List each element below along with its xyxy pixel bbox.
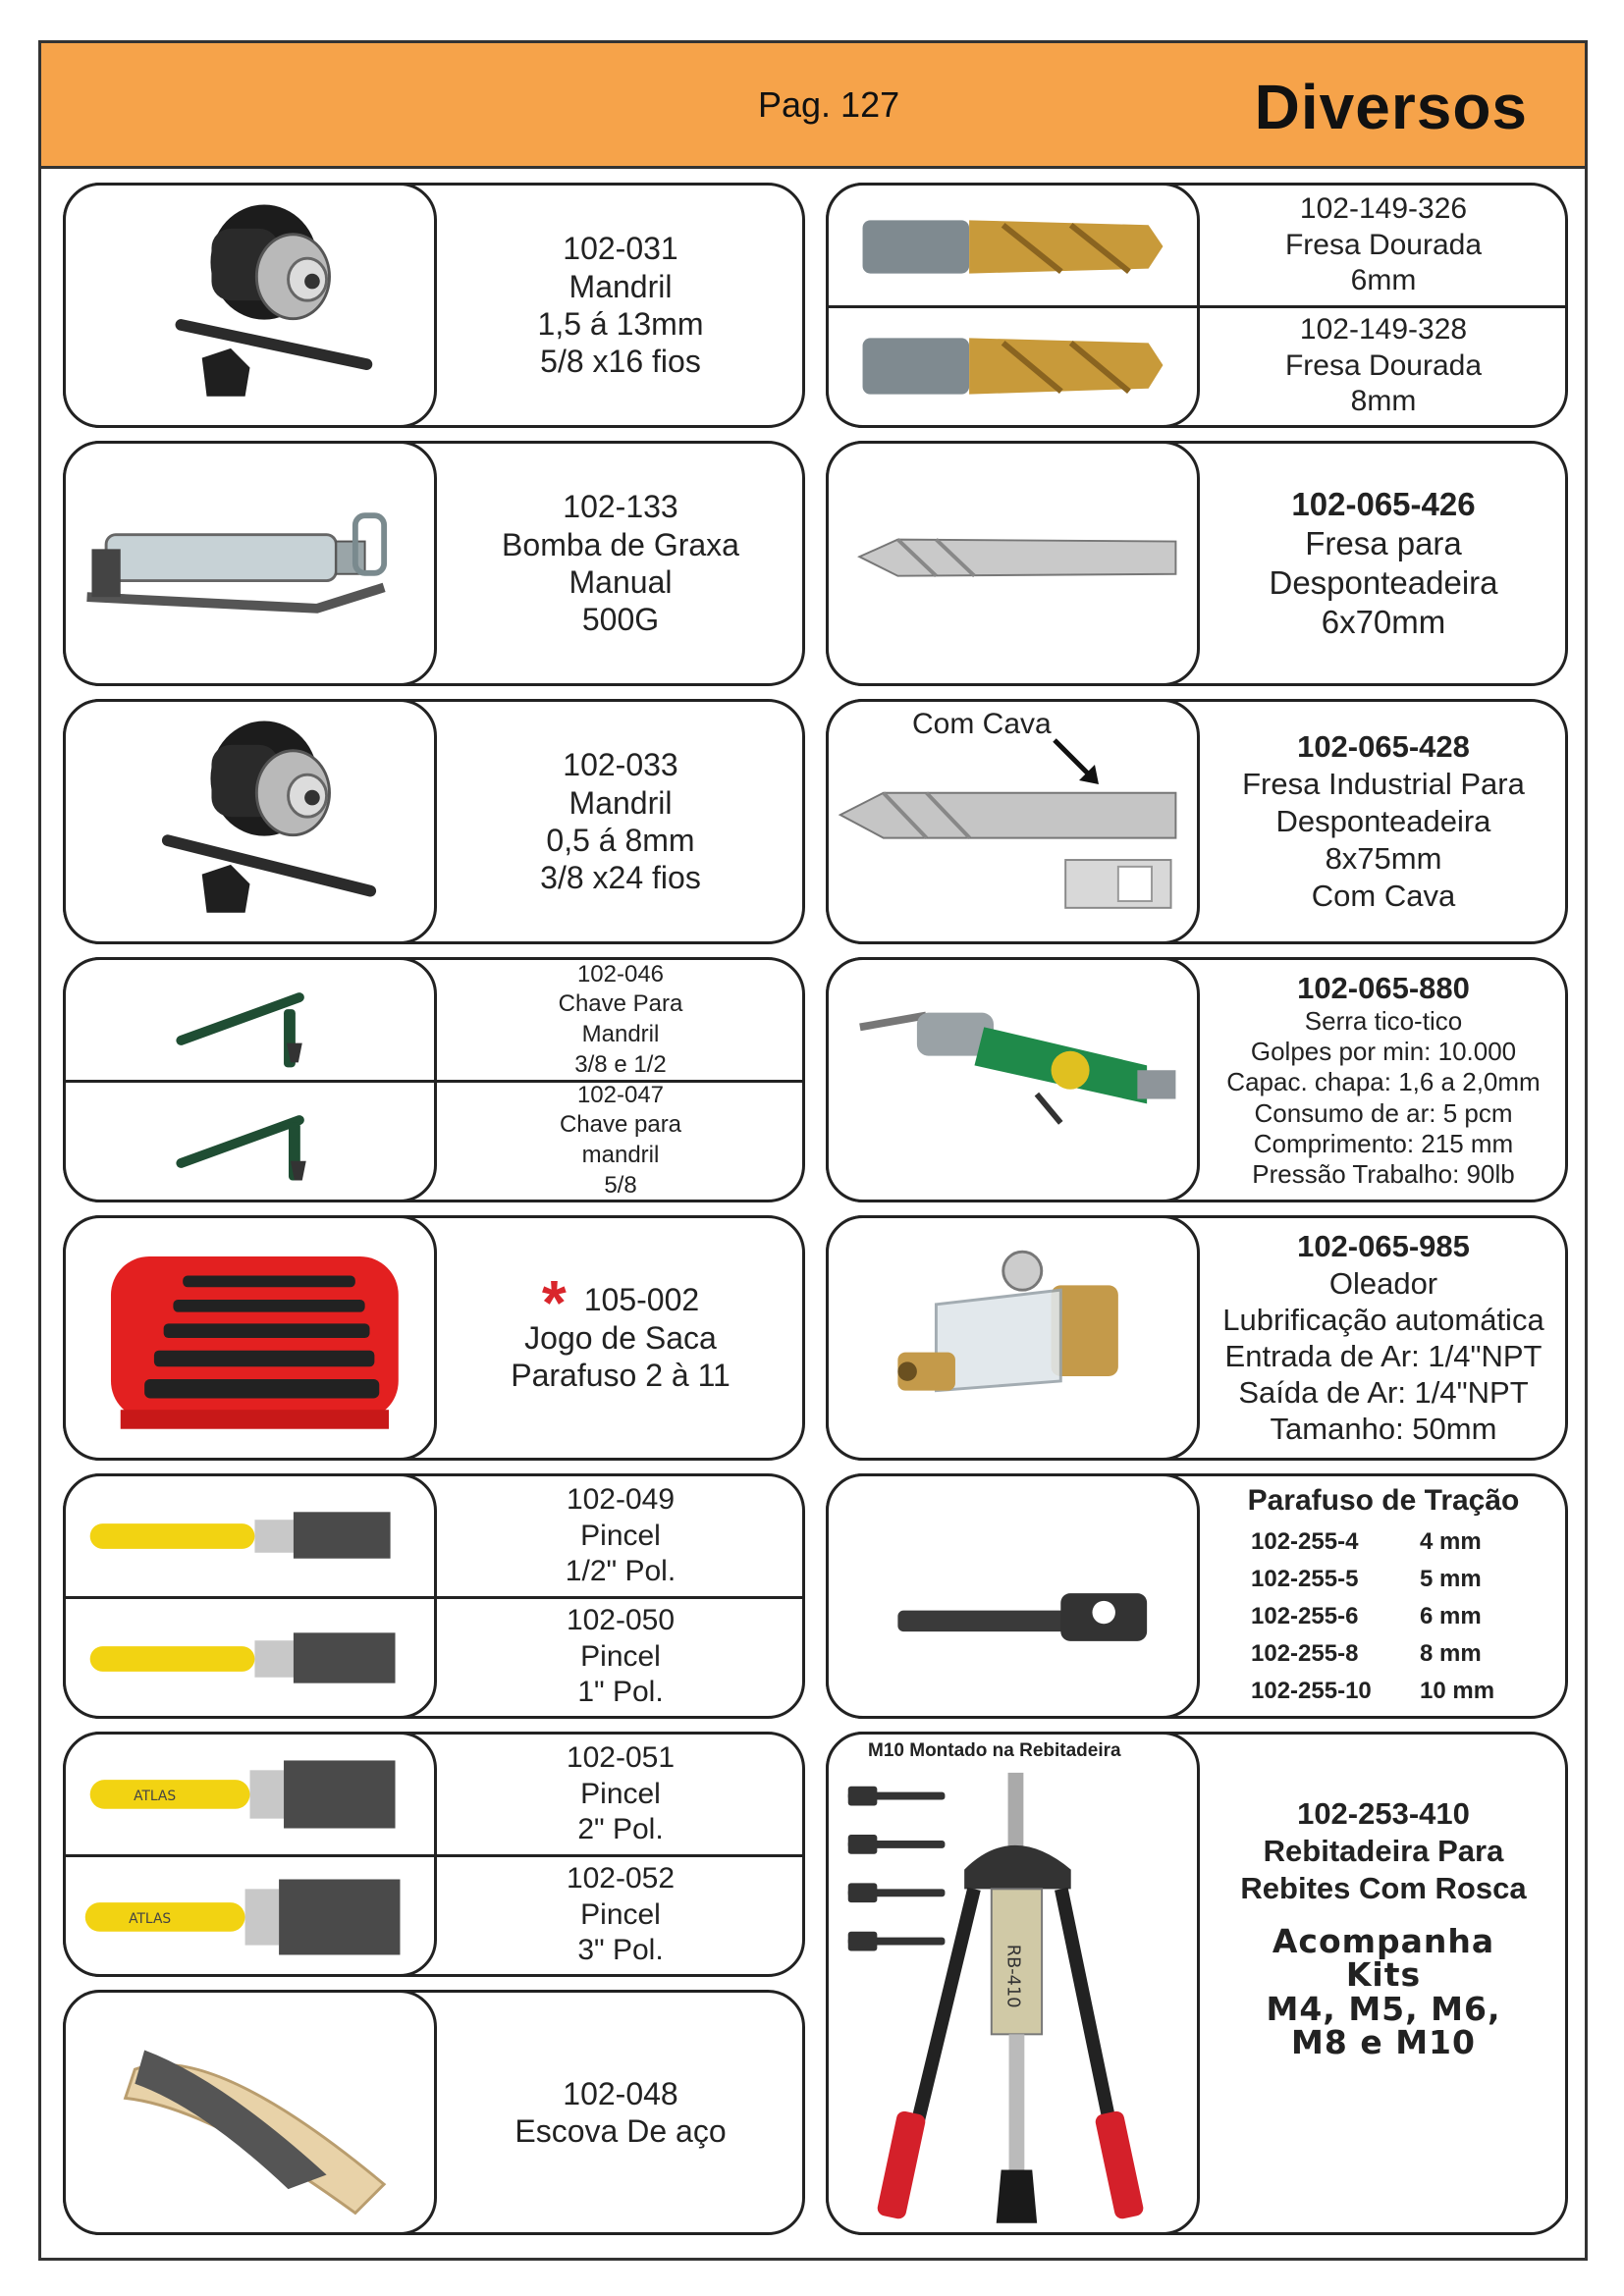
product-line: Pincel bbox=[580, 1777, 661, 1810]
product-line: Entrada de Ar: 1/4"NPT bbox=[1224, 1339, 1543, 1373]
chuck-key-icon bbox=[66, 960, 434, 1078]
product-line: Mandril bbox=[581, 1021, 660, 1047]
product-image-box bbox=[826, 441, 1200, 686]
brush-brand-label: ATLAS bbox=[134, 1788, 177, 1804]
product-code: 105-002 bbox=[583, 1282, 700, 1318]
product-text bbox=[1202, 1218, 1565, 1458]
product-line: Escova De aço bbox=[514, 2113, 727, 2149]
product-code: 102-065-426 bbox=[1291, 485, 1476, 522]
product-line: 500G bbox=[581, 602, 660, 638]
product-image-box bbox=[826, 1473, 1200, 1719]
product-image-box bbox=[826, 699, 1200, 944]
product-line: Capac. chapa: 1,6 a 2,0mm bbox=[1226, 1067, 1541, 1097]
product-line: Lubrificação automática bbox=[1222, 1302, 1544, 1337]
product-text bbox=[1202, 702, 1565, 941]
paint-brush-icon bbox=[66, 1735, 434, 1852]
product-text bbox=[439, 1856, 802, 1974]
product-line: Mandril bbox=[568, 784, 673, 821]
item-size: 6 mm bbox=[1420, 1603, 1482, 1629]
pull-screw-title: Parafuso de Tração bbox=[1247, 1484, 1520, 1517]
product-text bbox=[439, 1218, 802, 1458]
product-image-box bbox=[63, 1990, 437, 2235]
highlight-star-icon: * bbox=[541, 1266, 567, 1338]
product-image-box bbox=[63, 183, 437, 428]
product-line: 6mm bbox=[1350, 264, 1417, 297]
product-text bbox=[439, 960, 802, 1080]
table-row bbox=[1251, 1635, 1545, 1673]
paint-brush-icon bbox=[66, 1599, 434, 1717]
table-row bbox=[1251, 1523, 1545, 1561]
product-line: Pincel bbox=[580, 1897, 661, 1931]
item-size: 5 mm bbox=[1420, 1566, 1482, 1592]
kit-line: Kits bbox=[1345, 1955, 1422, 1995]
product-card-parafuso-tracao bbox=[826, 1473, 1568, 1719]
product-code: 102-031 bbox=[563, 231, 678, 267]
product-line: Chave para bbox=[559, 1111, 682, 1139]
product-line: Consumo de ar: 5 pcm bbox=[1254, 1097, 1513, 1128]
product-text bbox=[1202, 444, 1565, 683]
pull-screw-icon bbox=[829, 1476, 1197, 1716]
product-line: Rebitadeira Para bbox=[1263, 1833, 1504, 1868]
product-image-box bbox=[826, 1732, 1200, 2235]
product-line: Golpes por min: 10.000 bbox=[1250, 1037, 1517, 1067]
item-size: 8 mm bbox=[1420, 1640, 1482, 1667]
drill-bit-gold-icon bbox=[829, 308, 1197, 426]
product-code: 102-149-326 bbox=[1299, 192, 1468, 226]
product-text bbox=[1202, 1795, 1565, 1906]
grease-gun-icon bbox=[66, 444, 434, 683]
product-line: Chave Para bbox=[558, 990, 683, 1018]
product-line: 1" Pol. bbox=[577, 1676, 664, 1709]
product-code: 102-051 bbox=[566, 1741, 676, 1775]
product-line: Desponteadeira bbox=[1269, 564, 1498, 601]
air-saw-icon bbox=[829, 960, 1197, 1200]
product-code: 102-065-880 bbox=[1297, 970, 1470, 1005]
product-line: 8mm bbox=[1350, 385, 1417, 418]
image-caption: M10 Montado na Rebitadeira bbox=[868, 1740, 1121, 1761]
product-line: Serra tico-tico bbox=[1304, 1006, 1463, 1037]
product-line: Bomba de Graxa bbox=[502, 526, 739, 562]
product-code: 102-033 bbox=[563, 747, 678, 783]
kit-line: M4, M5, M6, bbox=[1266, 1989, 1501, 2028]
product-text bbox=[439, 702, 802, 941]
product-line: 3/8 x24 fios bbox=[540, 860, 701, 896]
item-size: 4 mm bbox=[1420, 1528, 1482, 1555]
product-image-box bbox=[63, 699, 437, 944]
kit-line: Acompanha bbox=[1272, 1922, 1495, 1960]
product-image-box bbox=[63, 1215, 437, 1461]
drill-bit-gold-icon bbox=[829, 186, 1197, 303]
product-line: Parafuso 2 à 11 bbox=[511, 1358, 731, 1394]
brush-brand-label: ATLAS bbox=[129, 1910, 172, 1927]
drill-chuck-icon bbox=[66, 702, 434, 941]
product-card-102-046-047 bbox=[63, 957, 805, 1202]
kit-info bbox=[1202, 1922, 1565, 2061]
product-line: Saída de Ar: 1/4"NPT bbox=[1238, 1375, 1529, 1411]
item-size: 10 mm bbox=[1420, 1678, 1495, 1704]
spot-drill-bit-icon bbox=[829, 702, 1197, 941]
product-code: 102-065-985 bbox=[1297, 1229, 1470, 1264]
product-line: Comprimento: 215 mm bbox=[1253, 1128, 1514, 1158]
product-line: 6x70mm bbox=[1321, 604, 1446, 641]
product-code: 102-049 bbox=[566, 1483, 676, 1517]
table-row bbox=[1251, 1561, 1545, 1598]
product-line: 1,5 á 13mm bbox=[537, 306, 704, 342]
product-text bbox=[439, 186, 802, 425]
product-text bbox=[439, 1082, 802, 1200]
product-card-102-048 bbox=[63, 1990, 805, 2235]
air-oiler-icon bbox=[829, 1218, 1197, 1458]
product-line: Oleador bbox=[1328, 1265, 1438, 1301]
product-line: 0,5 á 8mm bbox=[546, 823, 695, 858]
paint-brush-icon bbox=[66, 1857, 434, 1975]
product-image-box bbox=[826, 957, 1200, 1202]
rivet-tool-icon bbox=[829, 1740, 1197, 2231]
spot-drill-bit-icon bbox=[829, 444, 1197, 683]
product-line: 3" Pol. bbox=[577, 1934, 664, 1967]
product-line: Fresa Dourada bbox=[1284, 228, 1483, 261]
product-image-box bbox=[63, 441, 437, 686]
product-line: mandril bbox=[581, 1142, 660, 1168]
product-text bbox=[439, 1598, 802, 1716]
product-line: Fresa Dourada bbox=[1284, 348, 1483, 382]
product-line: Com Cava bbox=[1311, 878, 1456, 913]
product-text bbox=[439, 1993, 802, 2232]
product-line: 1/2" Pol. bbox=[565, 1555, 677, 1588]
product-code: 102-047 bbox=[576, 1081, 665, 1108]
wire-brush-icon bbox=[66, 1993, 434, 2232]
product-line: Desponteadeira bbox=[1275, 804, 1491, 839]
product-card-102-253-410 bbox=[826, 1732, 1568, 2235]
product-code: 102-065-428 bbox=[1297, 729, 1470, 765]
product-code: 102-133 bbox=[563, 489, 678, 525]
item-code: 102-255-10 bbox=[1251, 1678, 1372, 1704]
product-line: Rebites Com Rosca bbox=[1240, 1870, 1527, 1905]
product-code: 102-048 bbox=[563, 2075, 678, 2111]
product-card-105-002 bbox=[63, 1215, 805, 1461]
product-text bbox=[1202, 307, 1565, 425]
callout-label: Com Cava bbox=[912, 708, 1052, 740]
product-text bbox=[439, 1476, 802, 1596]
paint-brush-icon bbox=[66, 1476, 434, 1594]
section-title: Diversos bbox=[1254, 72, 1528, 142]
product-line: Pincel bbox=[580, 1519, 661, 1552]
product-line: Manual bbox=[568, 564, 673, 600]
chuck-key-icon bbox=[66, 1083, 434, 1201]
tool-mark-label: RB-410 bbox=[1002, 1944, 1023, 2008]
product-code: 102-046 bbox=[576, 960, 665, 988]
product-text bbox=[1202, 186, 1565, 305]
product-code: 102-253-410 bbox=[1297, 1796, 1470, 1831]
product-line: Tamanho: 50mm bbox=[1270, 1412, 1497, 1447]
product-card-102-065-985 bbox=[826, 1215, 1568, 1461]
product-line: 2" Pol. bbox=[577, 1813, 664, 1846]
product-line: 8x75mm bbox=[1325, 840, 1442, 876]
screw-extractor-case-icon bbox=[66, 1218, 434, 1458]
product-card-102-065-426 bbox=[826, 441, 1568, 686]
item-code: 102-255-8 bbox=[1251, 1640, 1359, 1667]
product-card-102-051-052 bbox=[63, 1732, 805, 1977]
product-code: 102-052 bbox=[566, 1862, 676, 1896]
product-card-102-065-428 bbox=[826, 699, 1568, 944]
product-line: Pressão Trabalho: 90lb bbox=[1252, 1158, 1515, 1189]
table-row bbox=[1251, 1598, 1545, 1635]
page-number: Pag. 127 bbox=[758, 84, 900, 125]
kit-line: M8 e M10 bbox=[1291, 2022, 1476, 2061]
product-text bbox=[439, 444, 802, 683]
product-card-102-065-880 bbox=[826, 957, 1568, 1202]
product-card-102-149-326-328 bbox=[826, 183, 1568, 428]
pull-screw-table bbox=[1251, 1523, 1545, 1710]
page-header bbox=[41, 43, 1585, 169]
product-line: 5/8 bbox=[604, 1171, 637, 1199]
product-text bbox=[439, 1735, 802, 1854]
product-code: 102-149-328 bbox=[1299, 313, 1468, 347]
product-card-102-049-050 bbox=[63, 1473, 805, 1719]
item-code: 102-255-4 bbox=[1251, 1528, 1359, 1555]
table-row bbox=[1251, 1673, 1545, 1710]
product-line: 5/8 x16 fios bbox=[540, 344, 701, 380]
product-line: Mandril bbox=[568, 268, 673, 304]
product-code: 102-050 bbox=[566, 1604, 676, 1637]
product-line: Fresa para bbox=[1305, 524, 1462, 561]
product-line: Fresa Industrial Para bbox=[1242, 767, 1525, 802]
product-card-102-133 bbox=[63, 441, 805, 686]
product-line: Jogo de Saca bbox=[524, 1319, 717, 1356]
product-image-box bbox=[826, 1215, 1200, 1461]
product-card-102-031 bbox=[63, 183, 805, 428]
product-line: Pincel bbox=[580, 1639, 661, 1673]
drill-chuck-icon bbox=[66, 186, 434, 425]
item-code: 102-255-5 bbox=[1251, 1566, 1359, 1592]
product-line: 3/8 e 1/2 bbox=[574, 1050, 667, 1078]
product-card-102-033 bbox=[63, 699, 805, 944]
item-code: 102-255-6 bbox=[1251, 1603, 1359, 1629]
product-text bbox=[1202, 960, 1565, 1200]
